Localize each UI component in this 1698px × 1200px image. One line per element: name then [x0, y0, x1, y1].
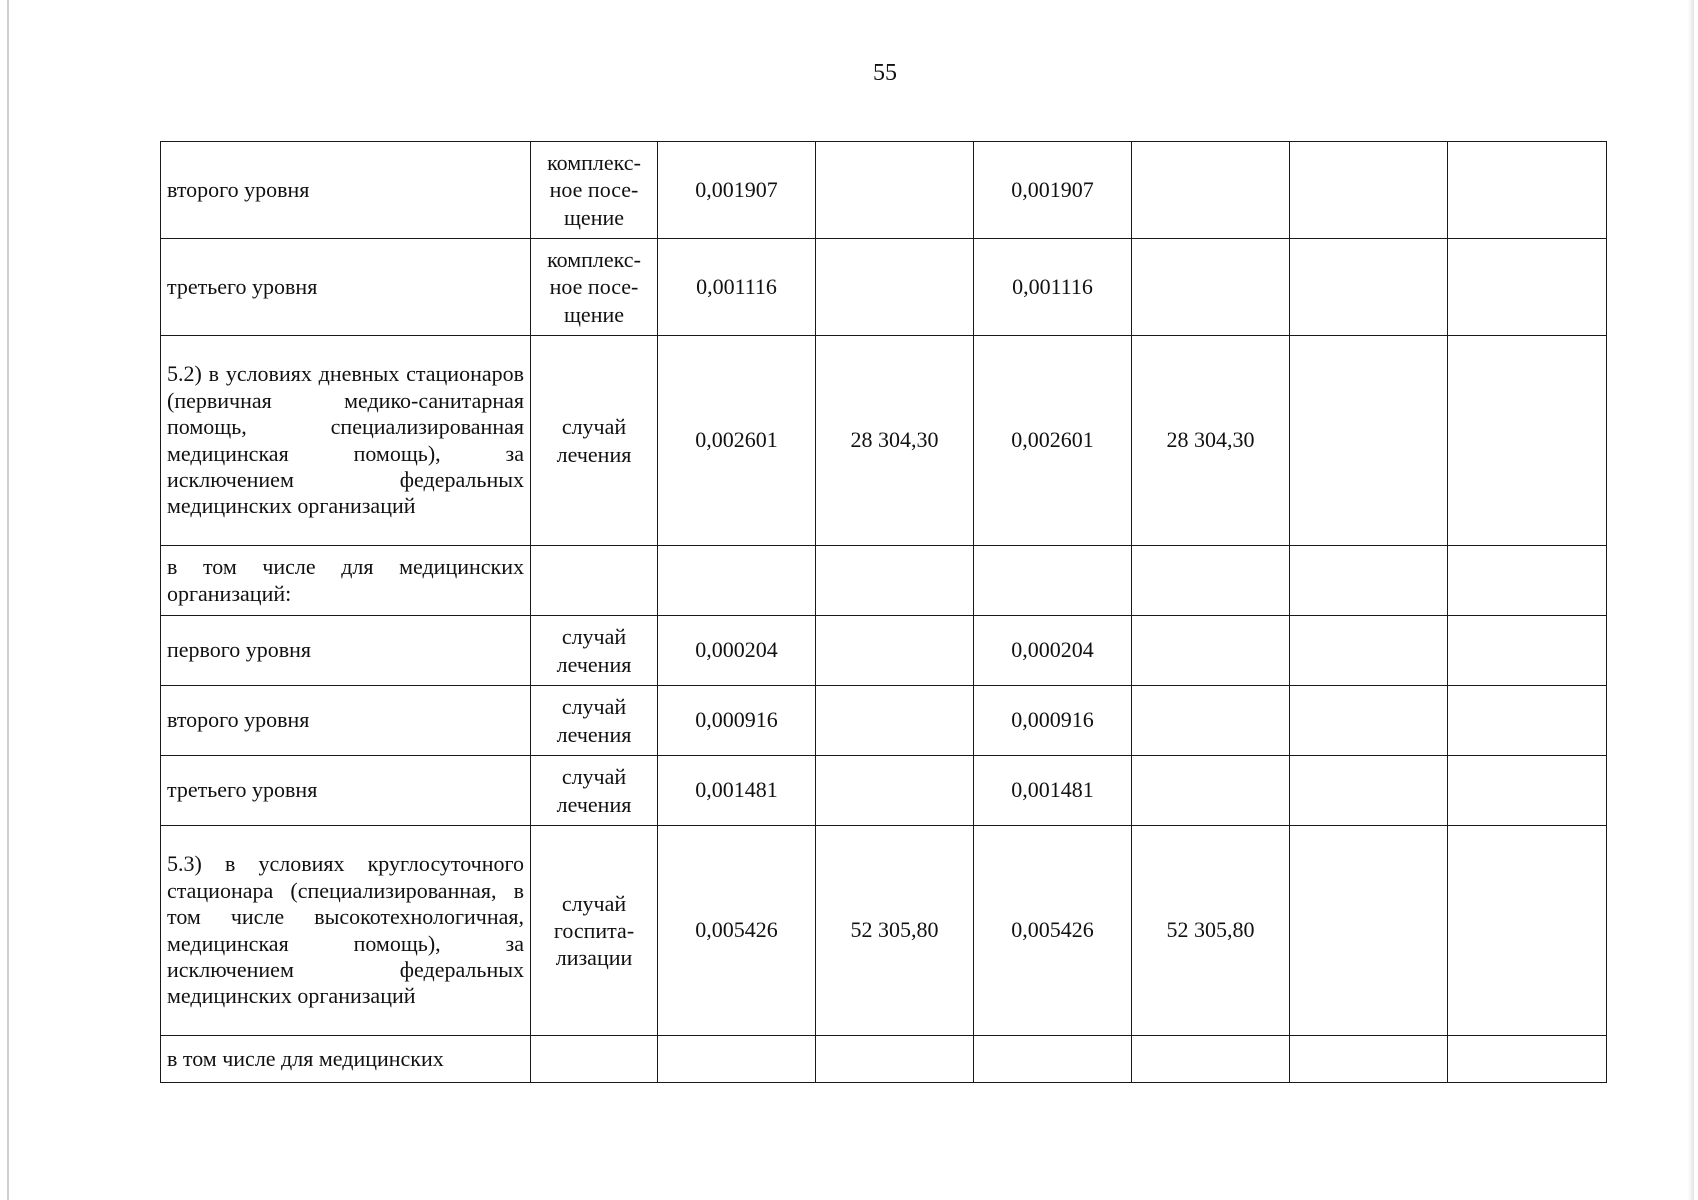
table-row — [161, 826, 1607, 1036]
table-row — [161, 546, 1607, 616]
value-cell: 0,000916 — [974, 686, 1132, 756]
unit-line: лизации — [555, 945, 633, 971]
value-cell — [1448, 826, 1607, 1036]
unit-line: госпита- — [553, 917, 635, 943]
table-row — [161, 756, 1607, 826]
value-cell — [974, 546, 1132, 616]
unit-cell — [531, 686, 658, 756]
table-row — [161, 1036, 1607, 1083]
unit-cell — [531, 239, 658, 336]
unit-line: случай — [561, 890, 627, 916]
value-cell — [1290, 546, 1448, 616]
value-cell — [1448, 686, 1607, 756]
value-cell — [816, 546, 974, 616]
table-row — [161, 239, 1607, 336]
value-cell: 0,001116 — [974, 239, 1132, 336]
value-cell: 0,001481 — [658, 756, 816, 826]
value-cell — [1132, 546, 1290, 616]
unit-line: случай — [561, 694, 627, 720]
value-cell: 52 305,80 — [1132, 826, 1290, 1036]
value-cell: 0,001116 — [658, 239, 816, 336]
value-cell: 28 304,30 — [816, 336, 974, 546]
value-cell: 0,001481 — [974, 756, 1132, 826]
value-cell — [1290, 756, 1448, 826]
unit-cell — [531, 1036, 658, 1083]
row-name-cell: в том числе для медицинских организаций: — [161, 546, 531, 616]
row-name-cell: 5.2) в условиях дневных стационаров (первичная медико-санитарная помощь, специализированная медицинская помощь), за исключением федеральных медицинских организаций — [161, 336, 531, 546]
unit-line: случай — [561, 764, 627, 790]
unit-cell — [531, 756, 658, 826]
value-cell — [1290, 239, 1448, 336]
value-cell — [1448, 1036, 1607, 1083]
unit-line: комплекс- — [547, 150, 641, 176]
unit-cell — [531, 826, 658, 1036]
unit-cell — [531, 142, 658, 239]
table-row — [161, 142, 1607, 239]
value-cell — [1448, 616, 1607, 686]
unit-line: лечения — [556, 721, 632, 747]
page-number: 55 — [873, 60, 897, 86]
scan-edge-right — [1688, 0, 1694, 1200]
unit-line: комплекс- — [547, 247, 641, 273]
unit-line: случай — [561, 414, 627, 440]
value-cell — [1290, 142, 1448, 239]
row-name-cell: третьего уровня — [161, 239, 531, 336]
value-cell: 0,002601 — [974, 336, 1132, 546]
row-name-cell: в том числе для медицинских — [161, 1036, 531, 1083]
value-cell: 0,000204 — [658, 616, 816, 686]
table-row — [161, 686, 1607, 756]
value-cell — [1132, 686, 1290, 756]
unit-line: случай — [561, 624, 627, 650]
unit-line: щение — [563, 301, 625, 327]
value-cell: 0,005426 — [658, 826, 816, 1036]
unit-line: лечения — [556, 441, 632, 467]
value-cell: 0,001907 — [658, 142, 816, 239]
value-cell: 52 305,80 — [816, 826, 974, 1036]
row-name-cell: второго уровня — [161, 686, 531, 756]
unit-cell — [531, 336, 658, 546]
value-cell — [1448, 239, 1607, 336]
value-cell: 0,005426 — [974, 826, 1132, 1036]
value-cell — [1448, 336, 1607, 546]
unit-cell — [531, 616, 658, 686]
value-cell — [816, 1036, 974, 1083]
scan-edge-left — [7, 0, 9, 1200]
unit-line: ное посе- — [549, 177, 639, 203]
value-cell — [1132, 142, 1290, 239]
unit-line: лечения — [556, 651, 632, 677]
value-cell — [1290, 686, 1448, 756]
value-cell — [658, 546, 816, 616]
unit-line: лечения — [556, 791, 632, 817]
value-cell — [1290, 616, 1448, 686]
value-cell — [816, 756, 974, 826]
unit-cell — [531, 546, 658, 616]
value-cell — [1132, 239, 1290, 336]
value-cell — [816, 616, 974, 686]
value-cell — [1290, 1036, 1448, 1083]
row-name-cell: второго уровня — [161, 142, 531, 239]
value-cell: 0,000916 — [658, 686, 816, 756]
row-name-cell: первого уровня — [161, 616, 531, 686]
data-table — [160, 141, 1607, 1083]
value-cell — [1448, 142, 1607, 239]
table-row — [161, 336, 1607, 546]
value-cell — [1290, 826, 1448, 1036]
row-name-cell: 5.3) в условиях круглосуточного стационара (специализированная, в том числе высокотехнологичная, медицинская помощь), за исключением федеральных медицинских организаций — [161, 826, 531, 1036]
value-cell — [1448, 546, 1607, 616]
value-cell — [1448, 756, 1607, 826]
value-cell — [974, 1036, 1132, 1083]
unit-line: ное посе- — [549, 274, 639, 300]
value-cell — [816, 239, 974, 336]
value-cell — [658, 1036, 816, 1083]
value-cell — [1290, 336, 1448, 546]
value-cell — [1132, 756, 1290, 826]
unit-line: щение — [563, 204, 625, 230]
value-cell: 0,002601 — [658, 336, 816, 546]
value-cell — [816, 142, 974, 239]
value-cell: 28 304,30 — [1132, 336, 1290, 546]
value-cell — [1132, 1036, 1290, 1083]
row-name-cell: третьего уровня — [161, 756, 531, 826]
value-cell: 0,001907 — [974, 142, 1132, 239]
value-cell — [816, 686, 974, 756]
table-row — [161, 616, 1607, 686]
value-cell — [1132, 616, 1290, 686]
value-cell: 0,000204 — [974, 616, 1132, 686]
